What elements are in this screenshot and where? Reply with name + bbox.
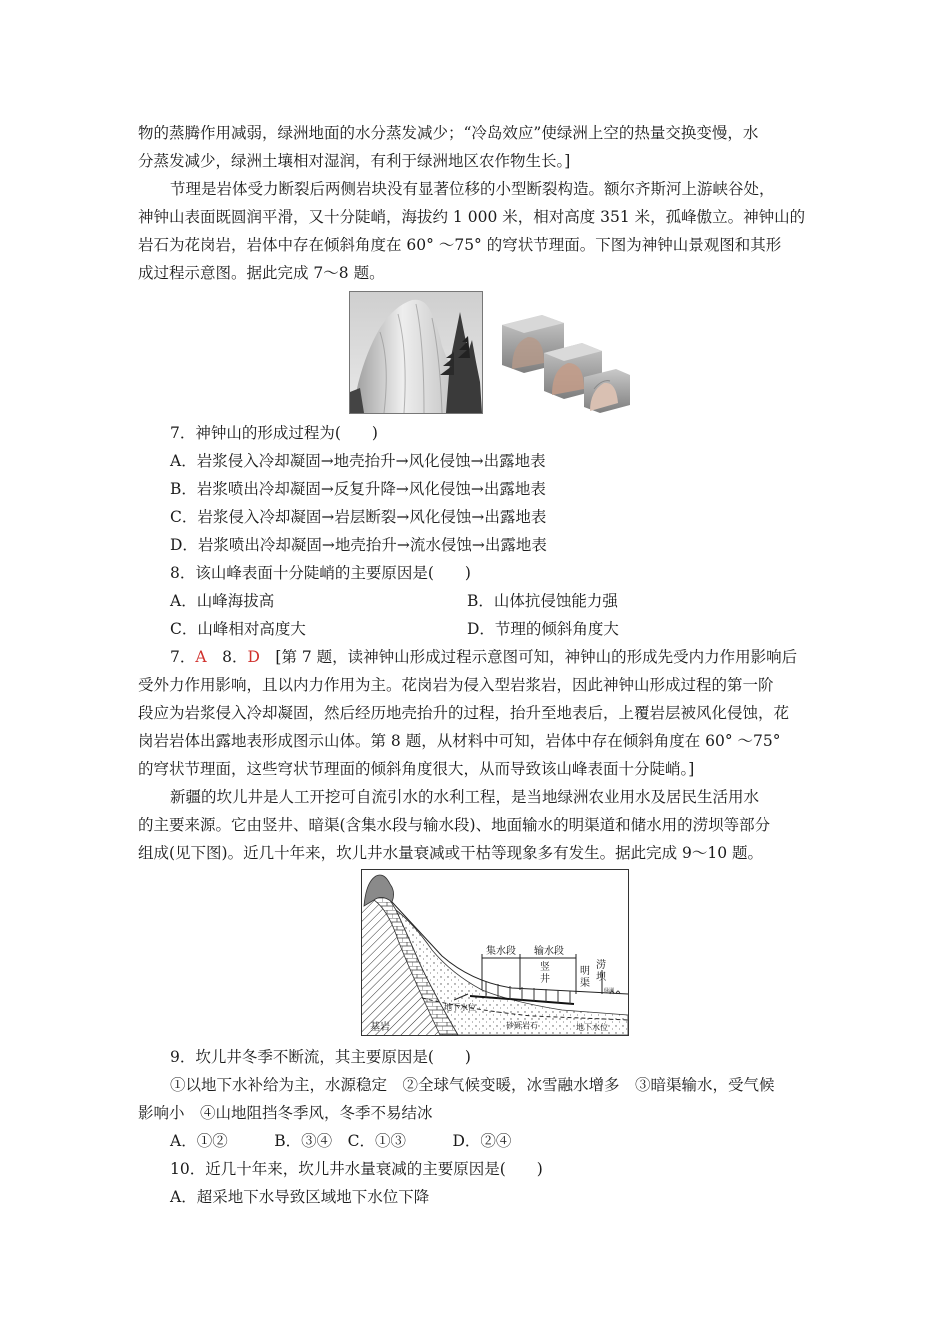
text-line: 分蒸发减少，绿洲土壤相对湿润，有利于绿洲地区农作物生长。] [138, 152, 571, 170]
q7-option-b: B．岩浆喷出冷却凝固→反复升降→风化侵蚀→出露地表 [170, 480, 546, 498]
label-shu: 竖 [540, 962, 550, 973]
answer-prefix: 7． [170, 648, 196, 666]
explanation-line: 段应为岩浆侵入冷却凝固，然后经历地壳抬升的过程，抬升至地表后，上覆岩层被风化侵蚀，花 [138, 704, 790, 722]
label-shushui-part: 输水段 [534, 946, 564, 957]
label-ming: 明 [580, 966, 590, 977]
label-jing: 井 [540, 974, 550, 985]
label-ba: 坝 [596, 972, 606, 983]
explanation-line: 受外力作用影响，且以内力作用为主。花岗岩为侵入型岩浆岩，因此神钟山形成过程的第一阶 [138, 676, 774, 694]
text-line: 的主要来源。它由竖井、暗渠(含集水段与输水段)、地面输水的明渠道和储水用的涝坝等部分 [138, 816, 771, 834]
label-qu: 渠 [580, 978, 590, 989]
label-jishui-part: 集水段 [486, 946, 516, 957]
karez-diagram-svg [362, 870, 628, 1035]
q9-statements: ①以地下水补给为主，水源稳定 ②全球气候变暖，冰雪融水增多 ③暗渠输水，受气候 [170, 1076, 775, 1094]
q7-option-c: C．岩浆侵入冷却凝固→岩层断裂→风化侵蚀→出露地表 [170, 508, 547, 526]
label-water-table-2: 地下水位 [576, 1023, 608, 1032]
q8-option-c: C．山峰相对高度大 [170, 620, 306, 638]
label-oasis: 绿洲 [604, 988, 615, 994]
text-line: 成过程示意图。据此完成 7～8 题。 [138, 264, 385, 282]
text-line: 物的蒸腾作用减弱，绿洲地面的水分蒸发减少；“冷岛效应”使绿洲上空的热量交换变慢，水 [138, 124, 759, 142]
answer-7-8 [170, 647, 797, 667]
mountain-photo-image [350, 292, 482, 413]
text-line: 新疆的坎儿井是人工开挖可自流引水的水利工程，是当地绿洲农业用水及居民生活用水 [170, 788, 760, 806]
text-line: 节理是岩体受力断裂后两侧岩块没有显著位移的小型断裂构造。额尔齐斯河上游峡谷处， [170, 180, 775, 198]
question-8: 8．该山峰表面十分陡峭的主要原因是( ) [170, 564, 471, 582]
karez-diagram [361, 869, 629, 1036]
answer-mid: 8． [206, 648, 248, 666]
label-lao: 涝 [596, 960, 606, 971]
text-line: 组成(见下图)。近几十年来，坎儿井水量衰减或干枯等现象多有发生。据此完成 9～10 题。 [138, 844, 764, 862]
label-water-table-1: 地下水位 [444, 1003, 476, 1012]
explanation-start: [第 7 题，读神钟山形成过程示意图可知，神钟山的形成先受内力作用影响后 [259, 648, 798, 666]
q8-option-a: A．山峰海拔高 [170, 592, 275, 610]
q10-option-a: A．超采地下水导致区域地下水位下降 [170, 1188, 430, 1206]
formation-process-diagram [498, 307, 630, 413]
question-7: 7．神钟山的形成过程为( ) [170, 424, 378, 442]
q7-option-d: D．岩浆喷出冷却凝固→地壳抬升→流水侵蚀→出露地表 [170, 536, 547, 554]
shenzhong-mountain-photo [349, 291, 483, 414]
label-gravel: 砂砾岩石 [506, 1021, 538, 1030]
question-10: 10．近几十年来，坎儿井水量衰减的主要原因是( ) [170, 1160, 543, 1178]
label-bedrock: 基岩 [370, 1022, 390, 1033]
q9-choices: A．①② B．③④ C．①③ D．②④ [170, 1132, 512, 1150]
formation-blocks-image [498, 307, 630, 413]
text-line: 神钟山表面既圆润平滑，又十分陡峭，海拔约 1 000 米，相对高度 351 米，孤峰傲立。神钟山的 [138, 208, 806, 226]
question-9: 9．坎儿井冬季不断流，其主要原因是( ) [170, 1048, 471, 1066]
answer-7-value: A [195, 648, 207, 666]
q8-option-b: B．山体抗侵蚀能力强 [467, 592, 618, 610]
text-line: 岩石为花岗岩，岩体中存在倾斜角度在 60° ～75° 的穹状节理面。下图为神钟山景观图和其形 [138, 236, 782, 254]
answer-8-value: D [247, 648, 260, 666]
q9-statements-cont: 影响小 ④山地阻挡冬季风，冬季不易结冰 [138, 1104, 433, 1122]
explanation-line: 的穹状节理面，这些穹状节理面的倾斜角度很大，从而导致该山峰表面十分陡峭。] [138, 760, 695, 778]
q7-option-a: A．岩浆侵入冷却凝固→地壳抬升→风化侵蚀→出露地表 [170, 452, 546, 470]
q8-option-d: D．节理的倾斜角度大 [467, 620, 619, 638]
explanation-line: 岗岩岩体出露地表形成图示山体。第 8 题，从材料中可知，岩体中存在倾斜角度在 60° ～75° [138, 732, 781, 750]
